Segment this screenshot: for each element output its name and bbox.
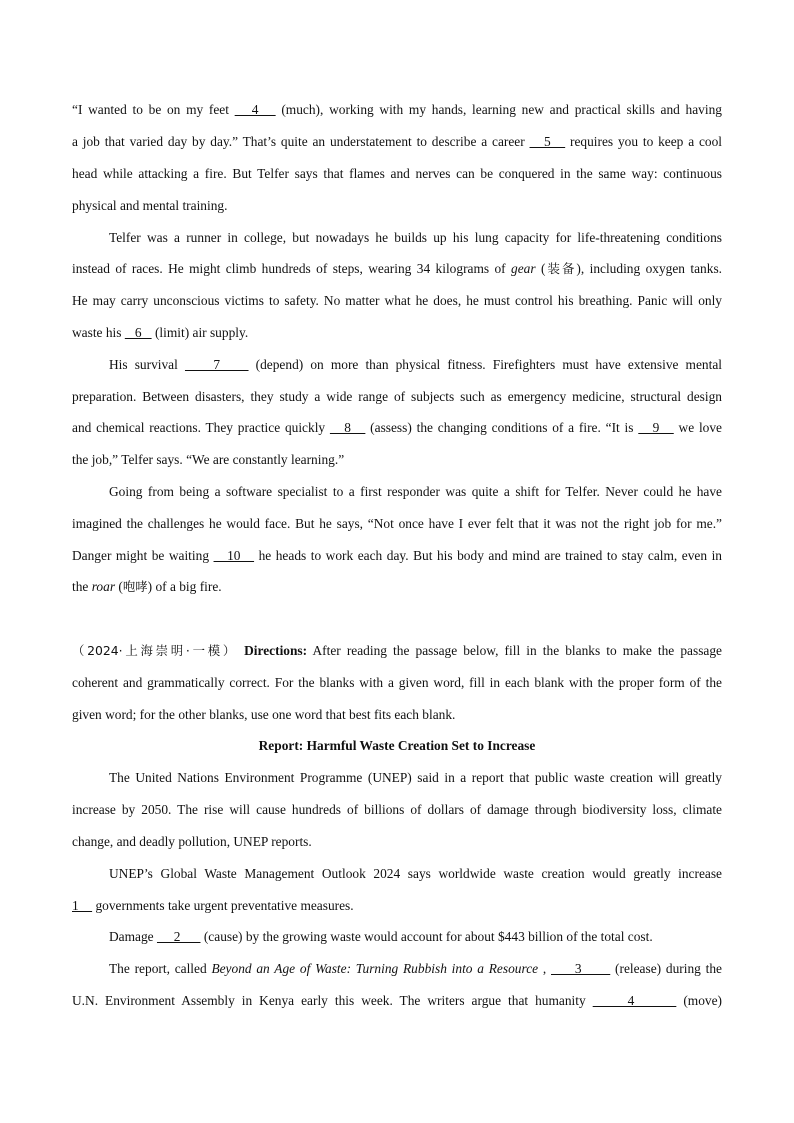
passage1-line-11 xyxy=(72,418,722,438)
cjk-text: 咆哮 xyxy=(122,579,148,594)
passage1-line-7 xyxy=(72,291,722,311)
text-run: a job that varied day by day.” That’s quite an understatement to describe a career xyxy=(72,134,530,149)
answer-blank: 4 xyxy=(592,993,677,1008)
text-run: preparation. Between disasters, they study a wide range of subjects such as emergency medicine, structural design xyxy=(72,389,722,404)
text-run: After reading the passage below, fill in the blanks to make the passage xyxy=(307,643,722,658)
text-run: The report, called xyxy=(109,961,212,976)
italic-term: Beyond an Age of Waste: Turning Rubbish into a Resource xyxy=(211,961,539,976)
passage1-line-12 xyxy=(72,450,722,470)
text-run: waste his xyxy=(72,325,125,340)
passage1-line-9 xyxy=(109,355,722,375)
text-run: UNEP’s Global Waste Management Outlook 2024 says worldwide waste creation would greatly increase xyxy=(109,866,722,881)
text-run: governments take urgent preventative measures. xyxy=(92,898,354,913)
text-run: (much), working with my hands, learning new and practical skills and having xyxy=(275,102,722,117)
passage1-line-13 xyxy=(109,482,722,502)
answer-blank: 5 xyxy=(529,134,566,149)
text-run: ( xyxy=(535,261,546,276)
italic-term: roar xyxy=(91,579,116,594)
report-line-4 xyxy=(109,864,722,884)
report-line-3 xyxy=(72,832,722,852)
text-run: and chemical reactions. They practice quickly xyxy=(72,420,330,435)
text-run: (cause) by the growing waste would account for about $443 billion of the total cost. xyxy=(200,929,653,944)
passage1-line-16 xyxy=(72,577,722,597)
answer-blank: 9 xyxy=(638,420,674,435)
report-title: Report: Harmful Waste Creation Set to Increase xyxy=(258,738,536,753)
text-run: His survival xyxy=(109,357,185,372)
answer-blank: 8 xyxy=(329,420,366,435)
passage1-line-14 xyxy=(72,514,722,534)
answer-blank: 1 xyxy=(72,898,93,913)
report-line-7 xyxy=(109,959,722,979)
directions-line-1 xyxy=(72,641,722,661)
text-run: , xyxy=(538,961,551,976)
answer-blank: 3 xyxy=(551,961,611,976)
text-run: the job,” Telfer says. “We are constantly learning.” xyxy=(72,452,345,467)
answer-blank: 4 xyxy=(234,102,276,117)
passage1-line-1 xyxy=(72,100,722,120)
cjk-text: （2024·上海崇明·一模） xyxy=(72,643,239,658)
passage1-line-5 xyxy=(109,228,722,248)
report-line-6 xyxy=(109,927,722,947)
text-run: increase by 2050. The rise will cause hundreds of billions of dollars of damage through biodiversity loss, climate xyxy=(72,802,722,817)
text-run: ( xyxy=(115,579,123,594)
answer-blank: 10 xyxy=(213,548,255,563)
passage1-line-4 xyxy=(72,196,722,216)
text-run: physical and mental training. xyxy=(72,198,228,213)
answer-blank: 2 xyxy=(156,929,201,944)
text-run: Going from being a software specialist to a first responder was quite a shift for Telfer. Never could he have xyxy=(109,484,722,499)
report-line-5 xyxy=(72,896,722,916)
bold-label: Directions: xyxy=(244,643,308,658)
text-run: ) of a big fire. xyxy=(147,579,222,594)
text-run: “I wanted to be on my feet xyxy=(72,102,235,117)
report-line-2 xyxy=(72,800,722,820)
passage1-line-6 xyxy=(72,259,722,279)
text-run: head while attacking a fire. But Telfer says that flames and nerves can be conquered in the same way: continuous xyxy=(72,166,722,181)
passage1-line-3 xyxy=(72,164,722,184)
text-run: imagined the challenges he would face. But he says, “Not once have I ever felt that it was not the right job for me.” xyxy=(72,516,722,531)
text-run: change, and deadly pollution, UNEP reports. xyxy=(72,834,312,849)
text-run: The United Nations Environment Programme (UNEP) said in a report that public waste creation will greatly xyxy=(109,770,722,785)
text-run: (release) during the xyxy=(610,961,722,976)
directions-line-2 xyxy=(72,673,722,693)
answer-blank: 6 xyxy=(124,325,152,340)
text-run: the xyxy=(72,579,92,594)
report-line-8 xyxy=(72,991,722,1011)
cjk-text: 装备 xyxy=(545,261,577,276)
text-run: U.N. Environment Assembly in Kenya early this week. The writers argue that humanity xyxy=(72,993,593,1008)
text-run: (limit) air supply. xyxy=(151,325,249,340)
text-run: we love xyxy=(673,420,723,435)
text-run: (depend) on more than physical fitness. Firefighters must have extensive mental xyxy=(248,357,722,372)
text-run: given word; for the other blanks, use one word that best fits each blank. xyxy=(72,707,456,722)
text-run: instead of races. He might climb hundreds of steps, wearing 34 kilograms of xyxy=(72,261,512,276)
text-run: Damage xyxy=(109,929,157,944)
report-line-1 xyxy=(109,768,722,788)
text-run: (assess) the changing conditions of a fire. “It is xyxy=(365,420,639,435)
text-run: ), including oxygen tanks. xyxy=(576,261,722,276)
text-run: (move) xyxy=(676,993,722,1008)
text-run: coherent and grammatically correct. For the blanks with a given word, fill in each blank with the proper form of the xyxy=(72,675,722,690)
text-run: he heads to work each day. But his body and mind are trained to stay calm, even in xyxy=(254,548,722,563)
text-run: Telfer was a runner in college, but nowadays he builds up his lung capacity for life-threatening conditions xyxy=(109,230,722,245)
passage1-line-15 xyxy=(72,546,722,566)
text-run: He may carry unconscious victims to safety. No matter what he does, he must control his breathing. Panic will only xyxy=(72,293,722,308)
passage1-line-2 xyxy=(72,132,722,152)
answer-blank: 7 xyxy=(184,357,249,372)
passage1-line-10 xyxy=(72,387,722,407)
text-run: requires you to keep a cool xyxy=(565,134,723,149)
passage1-line-8 xyxy=(72,323,722,343)
italic-term: gear xyxy=(511,261,536,276)
directions-line-3 xyxy=(72,705,722,725)
text-run: Danger might be waiting xyxy=(72,548,214,563)
